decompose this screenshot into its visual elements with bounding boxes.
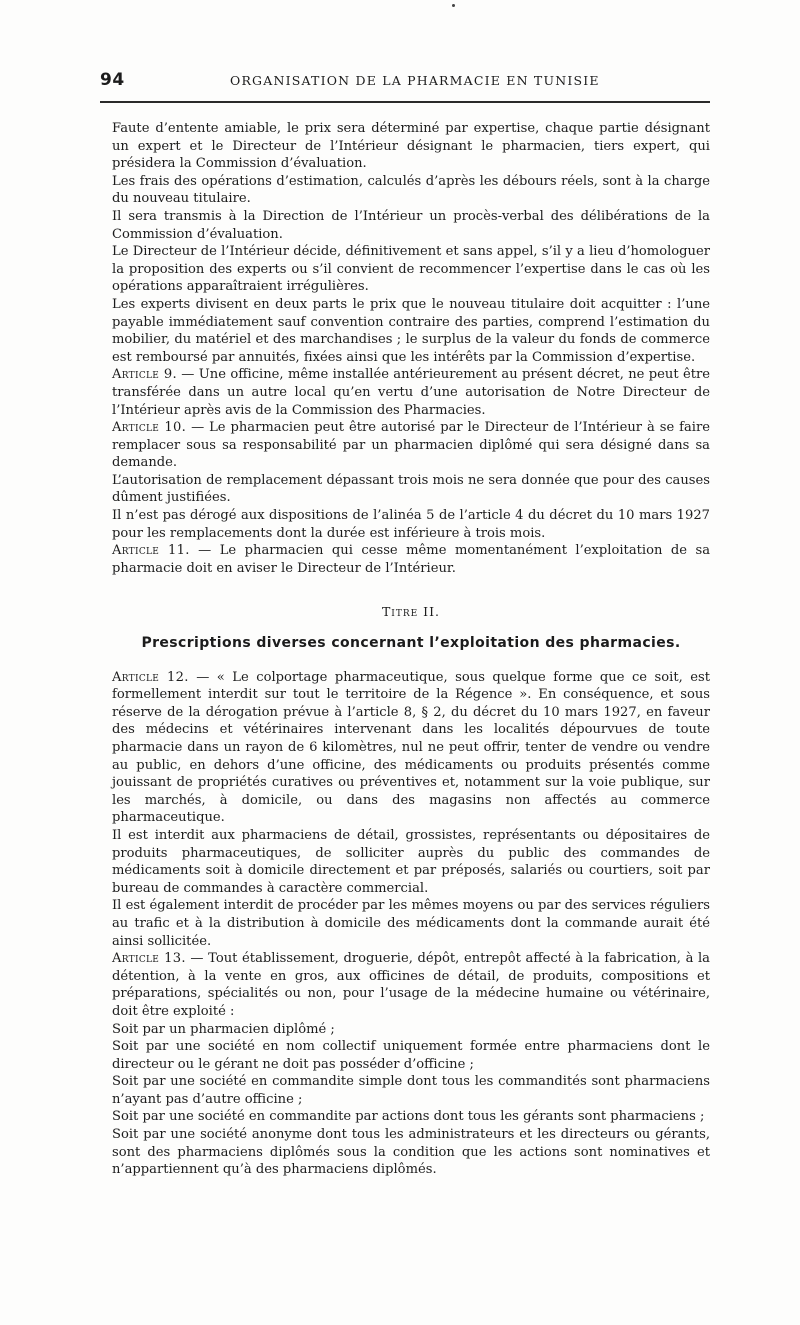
article-label: Article 11. [112,543,190,559]
page-header [100,70,710,96]
paragraph: Il est interdit aux pharmaciens de détail, grossistes, représentants ou dépositaires de produits pharmaceutiques, de solliciter auprès du public des commandes de médicaments soit à domicile directement et par préposés, salariés ou courtiers, soit par bureau de commandes à caractère commercial. [112,827,710,896]
article-text: — Une officine, même installée antérieurement au présent décret, ne peut être transférée dans un autre local qu’en vertu d’une autorisation de Notre Directeur de l’Intérieur après avis de la Commission des Pharmacies. [112,367,710,418]
article-text: — Tout établissement, droguerie, dépôt, entrepôt affecté à la fabrication, à la détention, à la vente en gros, aux officines de détail, de produits, compositions et préparations, spécialités ou non, pour l’usage de la médecine humaine ou vétérinaire, doit être exploité : [112,951,710,1019]
article-label: Article 10. [112,420,187,436]
paragraph: L’autorisation de remplacement dépassant trois mois ne sera donnée que pour des causes dûment justifiées. [112,472,710,506]
article-11 [112,542,710,577]
article-12 [112,669,710,827]
paragraph: Il est également interdit de procéder par les mêmes moyens ou par des services réguliers au trafic et à la distribution à domicile des médicaments dont la commande aurait été ainsi sollicitée. [112,898,710,949]
document-body [112,120,710,1179]
article-10 [112,419,710,472]
article-9 [112,366,710,419]
print-speck [452,4,455,7]
article-label: Article 13. [112,951,186,967]
header-rule [100,101,710,103]
section-heading: Prescriptions diverses concernant l’exploitation des pharmacies. [141,635,681,652]
list-item: Soit par une société en nom collectif uniquement formée entre pharmaciens dont le directeur ou le gérant ne doit pas posséder d’officine ; [112,1039,710,1072]
paragraph: Faute d’entente amiable, le prix sera déterminé par expertise, chaque partie désignant un expert et le Directeur de l’Intérieur désignant le pharmacien, tiers expert, qui présidera la Commission d’évaluation. [112,121,710,172]
article-text: — Le pharmacien peut être autorisé par le Directeur de l’Intérieur à se faire remplacer sous sa responsabilité par un pharmacien diplômé qui sera désigné dans sa demande. [112,420,710,471]
list-item: Soit par une société en commandite par actions dont tous les gérants sont pharmaciens ; [112,1109,705,1125]
article-label: Article 9. [112,367,177,383]
list-item: Soit par une société en commandite simple dont tous les commandités sont pharmaciens n’ayant pas d’autre officine ; [112,1074,710,1107]
article-13 [112,950,710,1020]
page-number: 94 [100,70,125,90]
article-label: Article 12. [112,669,189,685]
list-item: Soit par un pharmacien diplômé ; [112,1021,335,1037]
list-item: Soit par une société anonyme dont tous les administrateurs et les directeurs ou gérants, sont des pharmaciens diplômés sous la condition que les actions sont nominatives et n’appartiennent qu’à des pharmaciens diplômés. [112,1127,710,1178]
paragraph: Les frais des opérations d’estimation, calculés d’après les débours réels, sont à la charge du nouveau titulaire. [112,173,710,207]
running-head: ORGANISATION DE LA PHARMACIE EN TUNISIE [230,73,600,88]
paragraph: Il n’est pas dérogé aux dispositions de l’alinéa 5 de l’article 4 du décret du 10 mars 1927 pour les remplacements dont la durée est inférieure à trois mois. [112,508,710,541]
paragraph: Le Directeur de l’Intérieur décide, définitivement et sans appel, s’il y a lieu d’homologuer la proposition des experts ou s’il convient de recommencer l’expertise dans le cas où les opérations apparaîtraient irrégulières. [112,244,710,295]
paragraph: Les experts divisent en deux parts le prix que le nouveau titulaire doit acquitter : l’une payable immédiatement sauf convention contraire des parties, comprend l’estimation du mobilier, du matériel et des marchandises ; le surplus de la valeur du fonds de commerce est remboursé par annuités, fixées ainsi que les intérêts par la Commission d’expertise. [112,296,710,365]
article-text: — Le pharmacien qui cesse même momentanément l’exploitation de sa pharmacie doit en aviser le Directeur de l’Intérieur. [112,543,710,576]
article-text: — « Le colportage pharmaceutique, sous quelque forme que ce soit, est formellement interdit sur tout le territoire de la Régence ». En conséquence, et sous réserve de la dérogation prévue à l’article 8, § 2, du décret du 10 mars 1927, en faveur des médecins et vétérinaires intervenant dans les localités dépourvues de toute pharmacie dans un rayon de 6 kilomètres, nul ne peut offrir, tenter de vendre ou vendre au public, en dehors d’une officine, des médicaments ou produits présentés comme jouissant de propriétés curatives ou préventives et, notamment sur la voie publique, sur les marchés, à domicile, ou dans des magasins non affectés au commerce pharmaceutique. [112,669,710,826]
title-heading: Titre II. [381,604,441,620]
paragraph: Il sera transmis à la Direction de l’Intérieur un procès-verbal des délibérations de la Commission d’évaluation. [112,208,710,242]
